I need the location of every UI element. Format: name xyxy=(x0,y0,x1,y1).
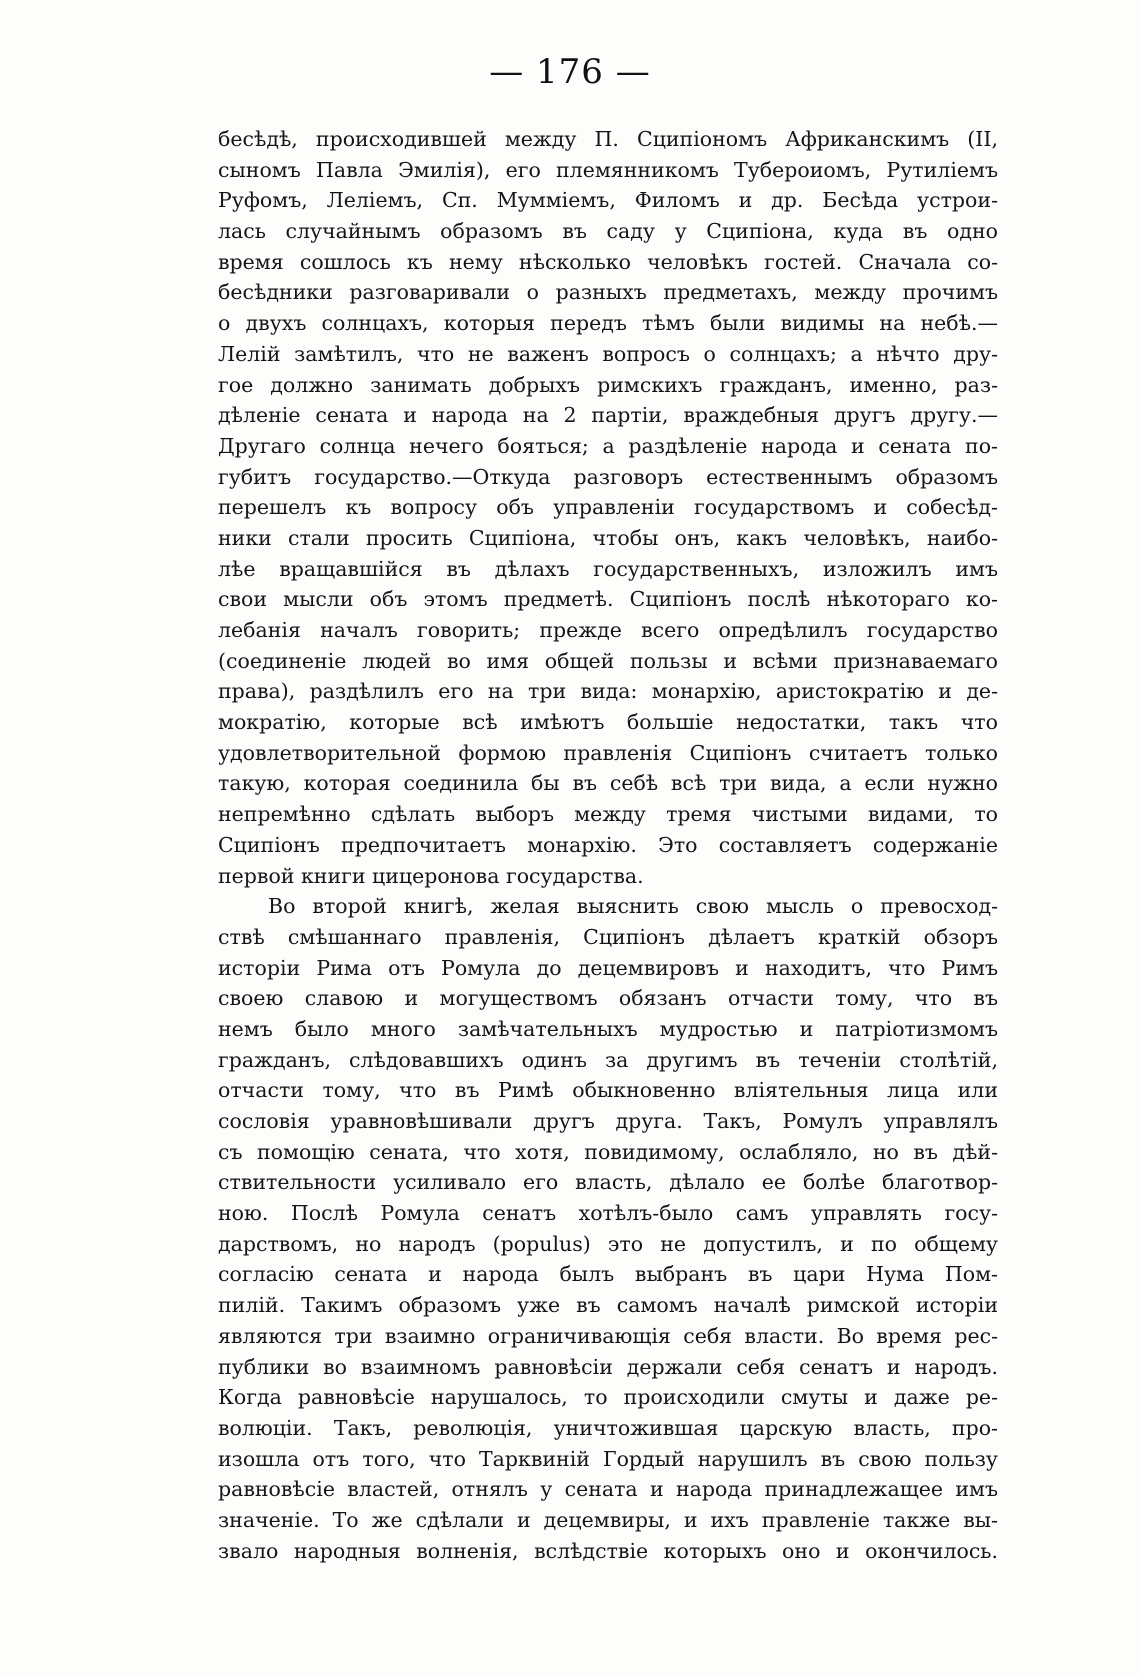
text-line: удовлетворительной формою правленія Сципіонъ считаетъ только xyxy=(218,740,998,765)
text-line: губитъ государство.—Откуда разговоръ естественнымъ образомъ xyxy=(218,464,998,489)
text-line: отчасти тому, что въ Римѣ обыкновенно вліятельныя лица или xyxy=(218,1078,998,1103)
text-line: исторіи Рима отъ Ромула до децемвировъ и находитъ, что Римъ xyxy=(218,955,998,980)
text-line: (соединеніе людей во имя общей пользы и всѣми признаваемаго xyxy=(218,648,998,673)
text-line: съ помощію сената, что хотя, повидимому, ослабляло, но въ дѣй- xyxy=(218,1139,998,1164)
text-line: значеніе. То же сдѣлали и децемвиры, и ихъ правленіе также вы- xyxy=(218,1507,998,1532)
text-line: мократію, которые всѣ имѣютъ большіе недостатки, такъ что xyxy=(218,710,998,735)
paragraph-end-line: первой книги цицеронова государства. xyxy=(218,863,644,888)
text-line: сословія уравновѣшивали другъ друга. Такъ, Ромулъ управлялъ xyxy=(218,1109,998,1133)
text-line: гое должно занимать добрыхъ римскихъ гражданъ, именно, раз- xyxy=(218,372,998,397)
text-line: дѣленіе сената и народа на 2 партіи, враждебныя другъ другу.— xyxy=(218,403,998,428)
text-line: лебанія началъ говорить; прежде всего опредѣлилъ государство xyxy=(218,618,998,642)
body-text xyxy=(218,124,998,1566)
text-line: немъ было много замѣчательныхъ мудростью и патріотизмомъ xyxy=(218,1016,998,1041)
text-line: бесѣдники разговаривали о разныхъ предметахъ, между прочимъ xyxy=(218,280,998,305)
text-line: ствительности усиливало его власть, дѣлало ее болѣе благотвор- xyxy=(218,1170,998,1195)
text-line: ствѣ смѣшаннаго правленія, Сципіонъ дѣлаетъ краткій обзоръ xyxy=(218,924,998,949)
text-line: дарствомъ, но народъ (populus) это не допустилъ, и по общему xyxy=(218,1231,998,1256)
text-line: перешелъ къ вопросу объ управленіи государствомъ и собесѣд- xyxy=(218,495,998,520)
text-line: лась случайнымъ образомъ въ саду у Сципіона, куда въ одно xyxy=(218,219,998,244)
text-line: лѣе вращавшійся въ дѣлахъ государственныхъ, изложилъ имъ xyxy=(218,556,998,581)
text-line: непремѣнно сдѣлать выборъ между тремя чистыми видами, то xyxy=(218,802,998,827)
text-line: волюціи. Такъ, революція, уничтожившая царскую власть, про- xyxy=(218,1415,998,1440)
text-line: о двухъ солнцахъ, которыя передъ тѣмъ были видимы на небѣ.— xyxy=(218,311,998,336)
text-line: гражданъ, слѣдовавшихъ одинъ за другимъ въ теченіи столѣтій, xyxy=(218,1047,998,1072)
text-line: ники стали просить Сципіона, чтобы онъ, какъ человѣкъ, наибо- xyxy=(218,525,998,550)
text-line: такую, которая соединила бы въ себѣ всѣ три вида, а если нужно xyxy=(218,771,998,796)
text-line: Лелій замѣтилъ, что не важенъ вопросъ о солнцахъ; а нѣчто дру- xyxy=(218,341,998,366)
text-line: Сципіонъ предпочитаетъ монархію. Это составляетъ содержаніе xyxy=(218,832,998,857)
text-line: Другаго солнца нечего бояться; а раздѣленіе народа и сената по- xyxy=(218,433,998,458)
paragraph-start-line: Во второй книгѣ, желая выяснить свою мысль о превосход- xyxy=(268,894,998,919)
text-line: сыномъ Павла Эмилія), его племянникомъ Тубероиомъ, Рутиліемъ xyxy=(218,157,998,182)
text-line: согласію сената и народа былъ выбранъ въ цари Нума Пом- xyxy=(218,1262,998,1287)
page-number: — 176 — xyxy=(489,52,651,92)
text-line: права), раздѣлилъ его на три вида: монархію, аристократію и де- xyxy=(218,679,998,704)
text-line: Руфомъ, Леліемъ, Сп. Мумміемъ, Филомъ и др. Бесѣда устрои- xyxy=(218,188,998,213)
text-line: Когда равновѣсіе нарушалось, то происходили смуты и даже ре- xyxy=(218,1385,998,1410)
text-line: равновѣсіе властей, отнялъ у сената и народа принадлежащее имъ xyxy=(218,1477,998,1502)
text-line: время сошлось къ нему нѣсколько человѣкъ гостей. Сначала со- xyxy=(218,249,998,274)
text-line: ною. Послѣ Ромула сенатъ хотѣлъ-было самъ управлять госу- xyxy=(218,1201,998,1226)
text-line: свои мысли объ этомъ предметѣ. Сципіонъ послѣ нѣкотораго ко- xyxy=(218,587,998,612)
text-line: изошла отъ того, что Тарквиній Гордый нарушилъ въ свою пользу xyxy=(218,1446,998,1471)
text-line: публики во взаимномъ равновѣсіи держали себя сенатъ и народъ. xyxy=(218,1354,998,1379)
text-line: являются три взаимно ограничивающія себя власти. Во время рес- xyxy=(218,1323,998,1348)
text-line: пилій. Такимъ образомъ уже въ самомъ началѣ римской исторіи xyxy=(218,1293,998,1318)
text-line: звало народныя волненія, вслѣдствіе которыхъ оно и окончилось. xyxy=(218,1538,998,1563)
text-line: бесѣдѣ, происходившей между П. Сципіономъ Африканскимъ (II, xyxy=(218,127,998,151)
text-line: своею славою и могуществомъ обязанъ отчасти тому, что въ xyxy=(218,986,998,1011)
